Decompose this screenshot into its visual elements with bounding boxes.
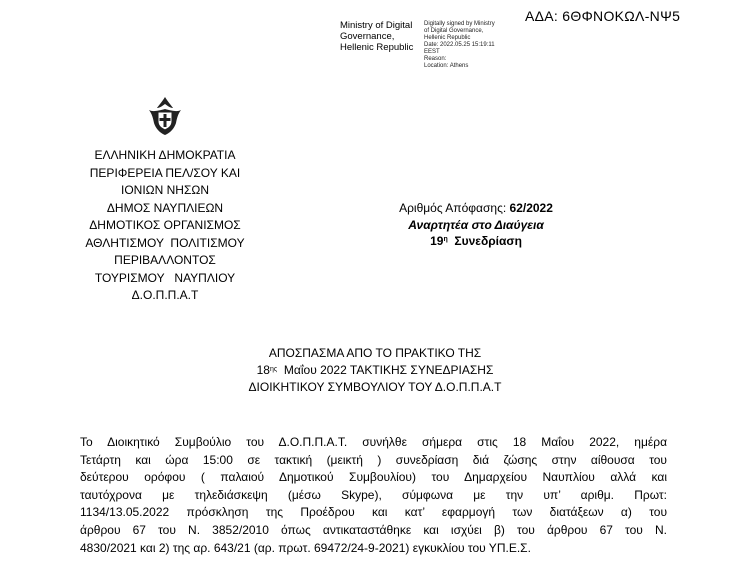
session-line: $19^\eta$ Συνεδρίαση [430, 234, 522, 248]
issuer-line: Δ.Ο.Π.Π.Α.Τ [131, 288, 199, 302]
body-line: 1134/13.05.2022 πρόσκληση της Προέδρου και κατ’ εφαρμογή των διατάξεων α) του [80, 505, 667, 520]
decision-label: Αριθμός Απόφασης: [399, 201, 510, 215]
decision-number: 62/2022 [509, 201, 553, 215]
issuer-line: ΤΟΥΡΙΣΜΟΥ ΝΑΥΠΛΙΟΥ [94, 270, 236, 285]
body-line: 4830/2021 και 2) της αρ. 643/21 (αρ. πρωτ. 69472/24-9-2021) εγκυκλίου του ΥΠ.Ε.Σ. [80, 540, 531, 555]
body-line: δεύτερου ορόφου ( παλαιού Δημοτικού Συμβουλίου) του Δημαρχείου Ναυπλίου αλλά και [80, 470, 667, 485]
greek-emblem-icon [145, 96, 185, 136]
issuer-line: ΕΛΛΗΝΙΚΗ ΔΗΜΟΚΡΑΤΙΑ [94, 148, 236, 162]
issuer-block [0, 147, 330, 305]
digital-signer [340, 20, 413, 53]
signature-details [424, 21, 495, 70]
body-paragraph [80, 434, 667, 557]
publish-note: Αναρτητέα στο Διαύγεια [408, 217, 544, 232]
issuer-line: ΠΕΡΙΦΕΡΕΙΑ ΠΕΛ/ΣΟΥ ΚΑΙ [89, 165, 241, 180]
signature-detail-line: Hellenic Republic [424, 35, 471, 41]
issuer-line: ΠΕΡΙΒΑΛΛΟΝΤΟΣ [114, 253, 216, 267]
signature-detail-line: EEST [424, 49, 440, 55]
extract-date-line: $18^{\eta\varsigma}$ Μαΐου 2022 ΤΑΚΤΙΚΗΣ ΣΥΝΕΔΡΙΑΣΗΣ [256, 363, 494, 377]
signature-detail-line: of Digital Governance, [424, 28, 484, 34]
decision-number-line [350, 200, 602, 217]
signature-detail-line: Location: Athens [424, 63, 469, 69]
signer-line: Ministry of Digital [340, 20, 413, 31]
decision-block [350, 200, 602, 250]
body-line: Τετάρτη και ώρα 15:00 σε τακτική (μεικτή ) συνεδρίαση διά ζώσης στην αίθουσα του [80, 452, 667, 467]
signature-detail-line: Date: 2022.05.25 15:19:11 [424, 42, 495, 48]
extract-heading [0, 345, 750, 396]
extract-line: ΔΙΟΙΚΗΤΙΚΟΥ ΣΥΜΒΟΥΛΙΟΥ ΤΟΥ Δ.Ο.Π.Π.Α.Τ [248, 380, 502, 394]
issuer-line: ΙΟΝΙΩΝ ΝΗΣΩΝ [120, 183, 210, 197]
issuer-line: ΑΘΛΗΤΙΣΜΟΥ ΠΟΛΙΤΙΣΜΟΥ [85, 235, 245, 250]
issuer-line: ΔΗΜΟΣ ΝΑΥΠΛΙΕΩΝ [106, 200, 224, 215]
body-line: άρθρου 67 του Ν. 3852/2010 όπως αντικαταστάθηκε και ισχύει β) του άρθρου 67 του Ν. [80, 522, 667, 537]
body-line: Το Διοικητικό Συμβούλιο του Δ.Ο.Π.Π.Α.Τ. συνήλθε σήμερα στις 18 Μαΐου 2022, ημέρα [80, 435, 667, 449]
issuer-line: ΔΗΜΟΤΙΚΟΣ ΟΡΓΑΝΙΣΜΟΣ [89, 218, 241, 232]
extract-line: ΑΠΟΣΠΑΣΜΑ ΑΠΟ ΤΟ ΠΡΑΚΤΙΚΟ ΤΗΣ [268, 346, 482, 360]
body-line: ταυτόχρονα με τηλεδιάσκεψη (μέσω Skype), σύμφωνα με την υπ’ αριθμ. Πρωτ: [80, 487, 667, 502]
signature-detail-line: Reason: [424, 56, 447, 62]
ada-code: ΑΔΑ: 6ΘΦΝΟΚΩΛ-ΝΨ5 [525, 8, 681, 24]
signer-line: Hellenic Republic [340, 42, 414, 53]
signer-line: Governance, [340, 31, 395, 42]
signature-detail-line: Digitally signed by Ministry [424, 21, 495, 27]
